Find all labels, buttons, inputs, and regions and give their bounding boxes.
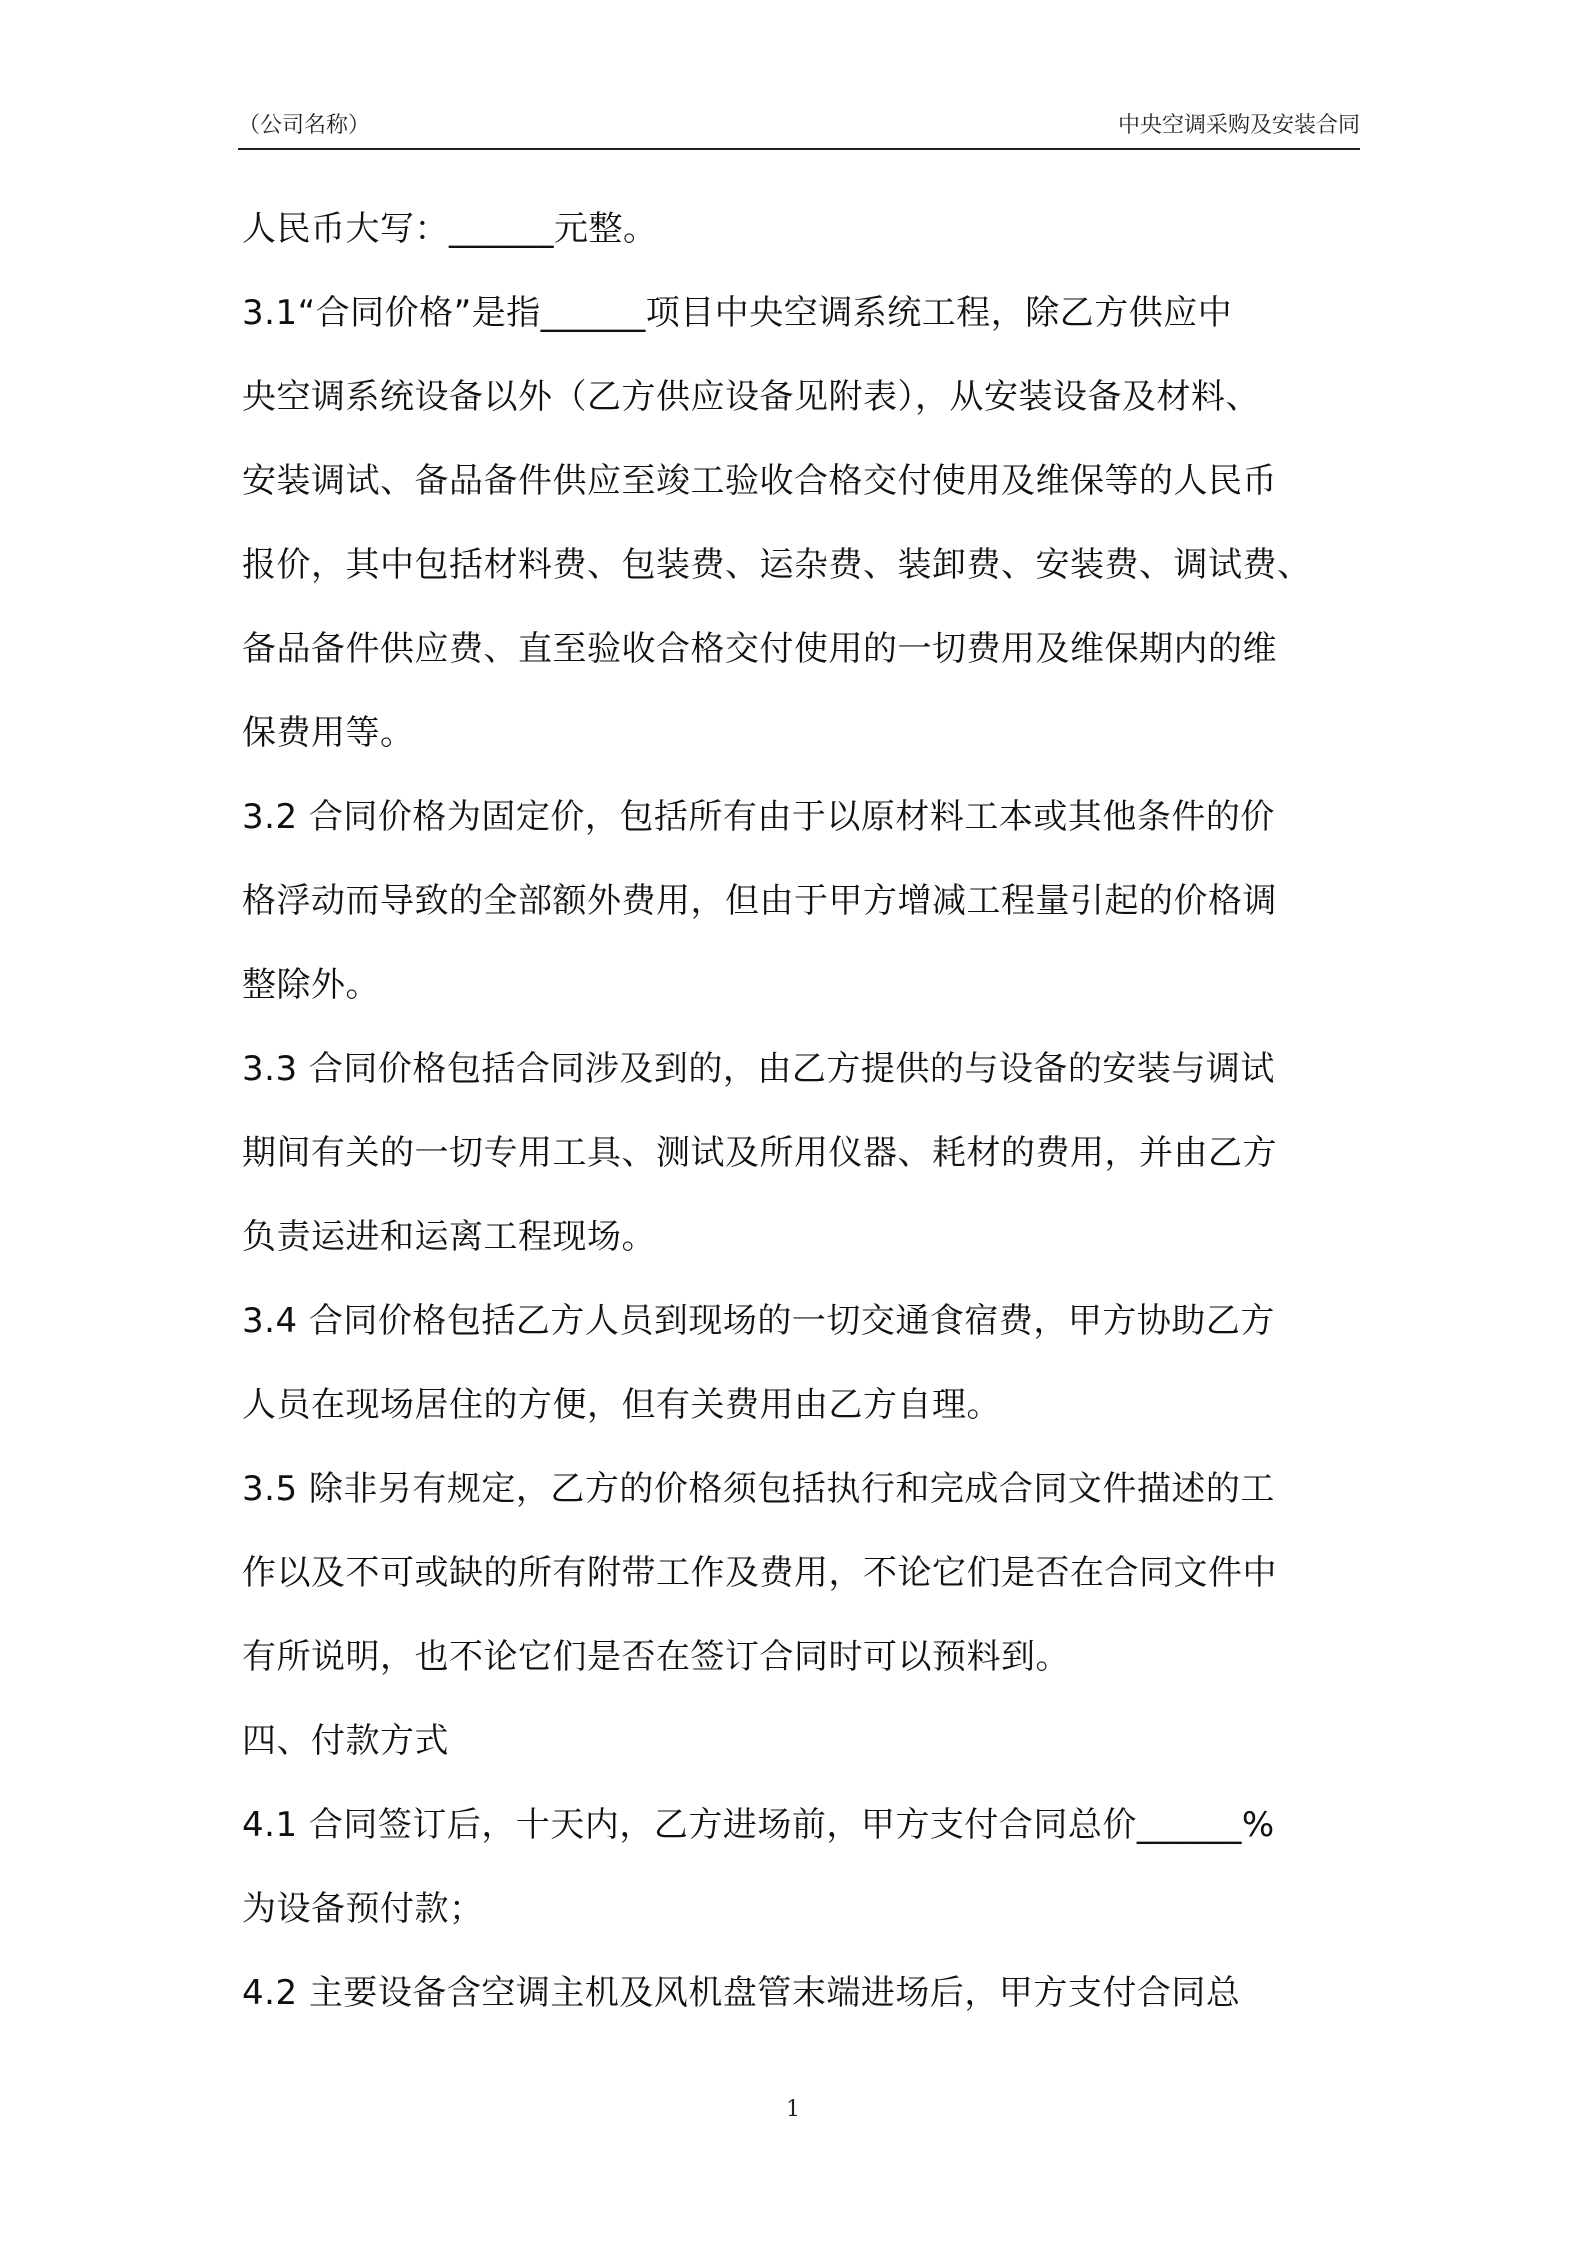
text-line: 作以及不可或缺的所有附带工作及费用，不论它们是否在合同文件中: [242, 1553, 1277, 1593]
text-line: 3.3 合同价格包括合同涉及到的，由乙方提供的与设备的安装与调试: [242, 1049, 1275, 1089]
text-line: 4.1 合同签订后，十天内，乙方进场前，甲方支付合同总价______%: [242, 1805, 1275, 1845]
page-number: 1: [786, 2097, 800, 2122]
text-line: 人员在现场居住的方便，但有关费用由乙方自理。: [242, 1385, 1001, 1425]
text-line: 负责运进和运离工程现场。: [242, 1217, 656, 1257]
text-line: 4.2 主要设备含空调主机及风机盘管末端进场后，甲方支付合同总: [242, 1973, 1241, 2013]
header-company-name: （公司名称）: [238, 113, 371, 138]
text-line: 备品备件供应费、直至验收合格交付使用的一切费用及维保期内的维: [242, 629, 1277, 669]
text-line: 3.5 除非另有规定，乙方的价格须包括执行和完成合同文件描述的工: [242, 1469, 1275, 1509]
text-line: 报价，其中包括材料费、包装费、运杂费、装卸费、安装费、调试费、: [242, 545, 1312, 585]
text-line: 整除外。: [242, 965, 380, 1005]
text-line: 为设备预付款；: [242, 1889, 484, 1929]
header-document-title: 中央空调采购及安装合同: [1117, 113, 1360, 138]
text-line: 有所说明，也不论它们是否在签订合同时可以预料到。: [242, 1637, 1070, 1677]
text-line: 期间有关的一切专用工具、测试及所用仪器、耗材的费用，并由乙方: [242, 1133, 1277, 1173]
text-line: 格浮动而导致的全部额外费用，但由于甲方增减工程量引起的价格调: [242, 881, 1277, 921]
text-line: 3.4 合同价格包括乙方人员到现场的一切交通食宿费，甲方协助乙方: [242, 1301, 1275, 1341]
text-line: 3.2 合同价格为固定价，包括所有由于以原材料工本或其他条件的价: [242, 797, 1275, 837]
text-line: 3.1“合同价格”是指______项目中央空调系统工程，除乙方供应中: [242, 293, 1233, 333]
text-line: 央空调系统设备以外（乙方供应设备见附表），从安装设备及材料、: [242, 377, 1260, 417]
section-heading: 四、付款方式: [242, 1721, 449, 1761]
text-line: 安装调试、备品备件供应至竣工验收合格交付使用及维保等的人民币: [242, 461, 1277, 501]
page-header: [238, 108, 1360, 150]
text-line: 人民币大写：______元整。: [242, 209, 658, 249]
text-line: 保费用等。: [242, 713, 415, 753]
